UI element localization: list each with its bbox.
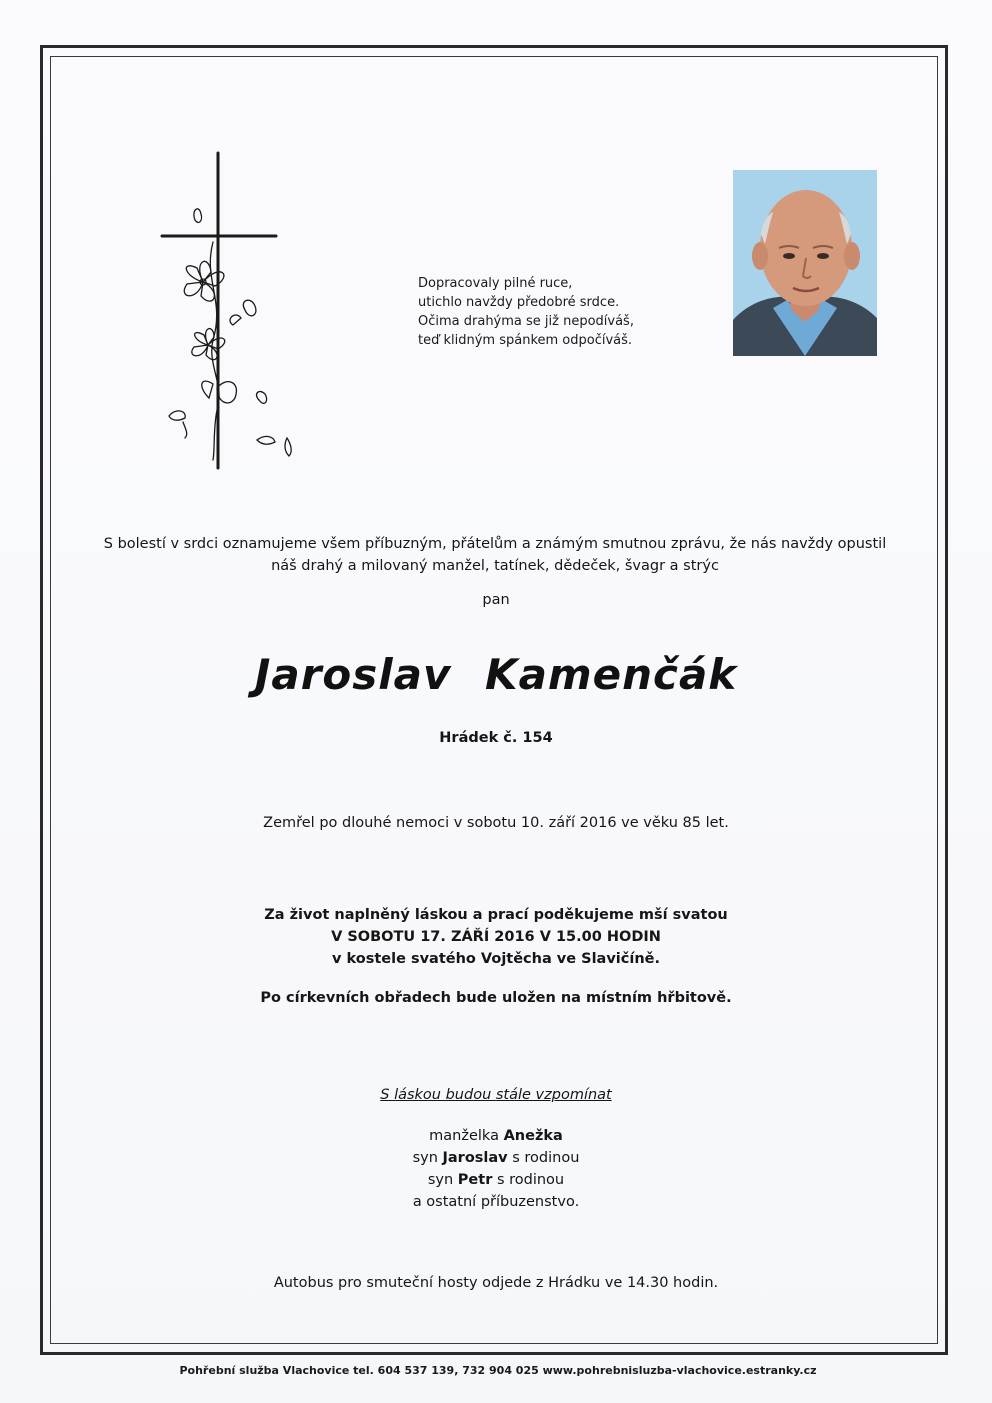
mourner-entry — [0, 1125, 992, 1147]
deceased-address: Hrádek č. 154 — [439, 730, 553, 746]
ceremony-location: v kostele svatého Vojtěcha ve Slavičíně. — [332, 951, 660, 967]
verse-line: utichlo navždy předobré srdce. — [418, 295, 620, 310]
cross-with-flowers-icon — [155, 150, 295, 470]
verse-line: Dopracovaly pilné ruce, — [418, 276, 573, 291]
mourner-suffix: s rodinou — [492, 1172, 565, 1188]
mourner-relation: a ostatní příbuzenstvo. — [412, 1194, 580, 1210]
announcement-intro — [60, 533, 930, 577]
mourner-relation: manželka — [429, 1128, 504, 1144]
deceased-name: Jaroslav Kamenčák — [254, 650, 738, 699]
mourner-name: Anežka — [503, 1128, 563, 1144]
intro-line: S bolestí v srdci oznamujeme všem příbuzným, přátelům a známým smutnou zprávu, že nás navždy opustil — [103, 536, 887, 552]
memorial-verse — [418, 274, 678, 350]
funeral-service-footer: Pohřební služba Vlachovice tel. 604 537 139, 732 904 025 www.pohrebnisluzba-vlachovice.estranky.cz — [179, 1364, 817, 1377]
verse-line: Očima drahýma se již nepodíváš, — [418, 314, 634, 329]
mourner-name: Jaroslav — [442, 1150, 508, 1166]
mourner-name: Petr — [457, 1172, 493, 1188]
mourner-relation: syn — [427, 1172, 458, 1188]
ceremony-date: V SOBOTU 17. ZÁŘÍ 2016 V 15.00 HODIN — [331, 929, 661, 945]
mourner-entry — [0, 1147, 992, 1169]
bus-notice: Autobus pro smuteční hosty odjede z Hrádku ve 14.30 hodin. — [273, 1275, 719, 1291]
death-notice: Zemřel po dlouhé nemoci v sobotu 10. září 2016 ve věku 85 let. — [263, 815, 729, 831]
mourner-entry — [0, 1191, 992, 1213]
mourners-heading: S láskou budou stále vzpomínat — [380, 1087, 612, 1103]
verse-line: teď klidným spánkem odpočíváš. — [418, 333, 633, 348]
ceremony-details — [0, 904, 992, 970]
mourner-entry — [0, 1169, 992, 1191]
mourner-suffix: s rodinou — [507, 1150, 580, 1166]
burial-notice: Po církevních obřadech bude uložen na místním hřbitově. — [260, 990, 732, 1006]
portrait-photo — [733, 170, 877, 356]
intro-line: náš drahý a milovaný manžel, tatínek, dědeček, švagr a strýc — [271, 558, 719, 574]
ceremony-line: Za život naplněný láskou a prací poděkujeme mší svatou — [264, 907, 728, 923]
honorific: pan — [482, 592, 510, 608]
mourner-relation: syn — [412, 1150, 443, 1166]
mourners-list — [0, 1125, 992, 1213]
